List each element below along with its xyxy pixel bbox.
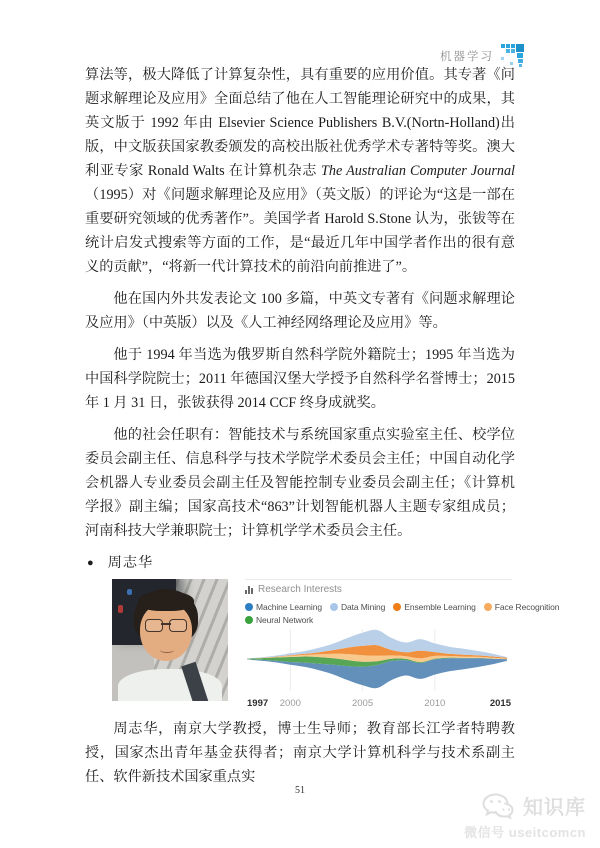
legend-item: Machine Learning <box>245 595 322 619</box>
chapter-title: 机器学习 <box>440 50 494 63</box>
paragraph: 周志华，南京大学教授，博士生导师；教育部长江学者特聘教授，国家杰出青年基金获得者；南京大学计算机科学与技术系副主任、软件新技术国家重点实 <box>85 721 515 785</box>
main-text-column <box>85 63 560 797</box>
legend-dot-icon <box>393 603 401 611</box>
watermark-wechat-id: 微信号 useitcomcn <box>464 825 586 840</box>
page-number: 51 <box>295 785 305 796</box>
chart-title: Research Interests <box>258 583 342 595</box>
bullet-heading <box>87 551 515 575</box>
watermark-brand: 知识库 <box>523 797 586 819</box>
paragraph: 算法等，极大降低了计算复杂性，具有重要的应用价值。其专著《问题求解理论及应用》全面总结了他在人工智能理论研究中的成果，其英文版于 1992 年由 Elsevier Science Publishers B.V.(Nortn-Holland)出版，中文版获国家教委颁发的高校出版社优秀学术专著特等奖。澳大利亚专家 Ronald Walts 在计算机杂志 The Australian Computer Journal（1995）对《问题求解理论及应用》（英文版）的评论为“这是一部在重要研究领域的优秀著作”。美国学者 Harold S.Stone 认为，张钹等在统计启发式搜索等方面的工作，是“最近几年中国学者作出的很有意义的贡献”，“将新一代计算技术的前沿向前推进了”。 <box>85 67 515 275</box>
body-paragraphs-after <box>85 717 515 789</box>
legend-item: Data Mining <box>330 595 385 619</box>
legend-item: Face Recognition <box>484 595 560 619</box>
paragraph: 他的社会任职有：智能技术与系统国家重点实验室主任、校学位委员会副主任、信息科学与技术学院学术委员会主任；中国自动化学会机器人专业委员会副主任及智能控制专业委员会副主任；《计算机学报》副主编；国家高技术“863”计划智能机器人主题专家组成员；河南科技大学兼职院士；计算机学学术委员会主任。 <box>85 427 515 539</box>
watermark <box>464 791 586 841</box>
wechat-icon <box>481 792 515 820</box>
legend-dot-icon <box>330 603 338 611</box>
portrait-photo <box>112 579 228 701</box>
paragraph: 他于 1994 年当选为俄罗斯自然科学院外籍院士；1995 年当选为中国科学院院士；2011 年德国汉堡大学授予自然科学名誉博士；2015 年 1 月 31 日，张钹获得 2014 CCF 终身成就奖。 <box>85 347 515 411</box>
x-axis-tick: 1997 <box>247 698 269 709</box>
photo-glasses <box>145 619 187 631</box>
paragraph: 他在国内外共发表论文 100 多篇，中英文专著有《问题求解理论及应用》（中英版）以及《人工神经网络理论及应用》等。 <box>85 291 515 331</box>
research-interests-chart <box>245 579 560 709</box>
legend-item: Ensemble Learning <box>393 595 476 619</box>
x-axis-tick: 2000 <box>279 698 301 709</box>
body-paragraphs <box>85 63 515 543</box>
legend-dot-icon <box>245 616 253 624</box>
bar-chart-icon <box>245 586 253 594</box>
bullet-icon: ● <box>87 557 94 569</box>
photo-detail-blue <box>127 589 132 595</box>
legend-rows <box>245 600 560 626</box>
x-axis-tick: 2005 <box>351 698 374 709</box>
legend-item: Neural Network <box>245 608 313 632</box>
x-axis-tick: 2015 <box>489 698 511 709</box>
x-axis-tick: 2010 <box>424 698 446 709</box>
legend-dot-icon <box>484 603 492 611</box>
photo-fringe <box>138 591 194 611</box>
person-name: 周志华 <box>107 555 154 571</box>
figure-image <box>112 579 560 709</box>
photo-detail-red <box>118 605 123 613</box>
photo-mouth <box>160 647 174 653</box>
stream-chart <box>245 627 512 711</box>
